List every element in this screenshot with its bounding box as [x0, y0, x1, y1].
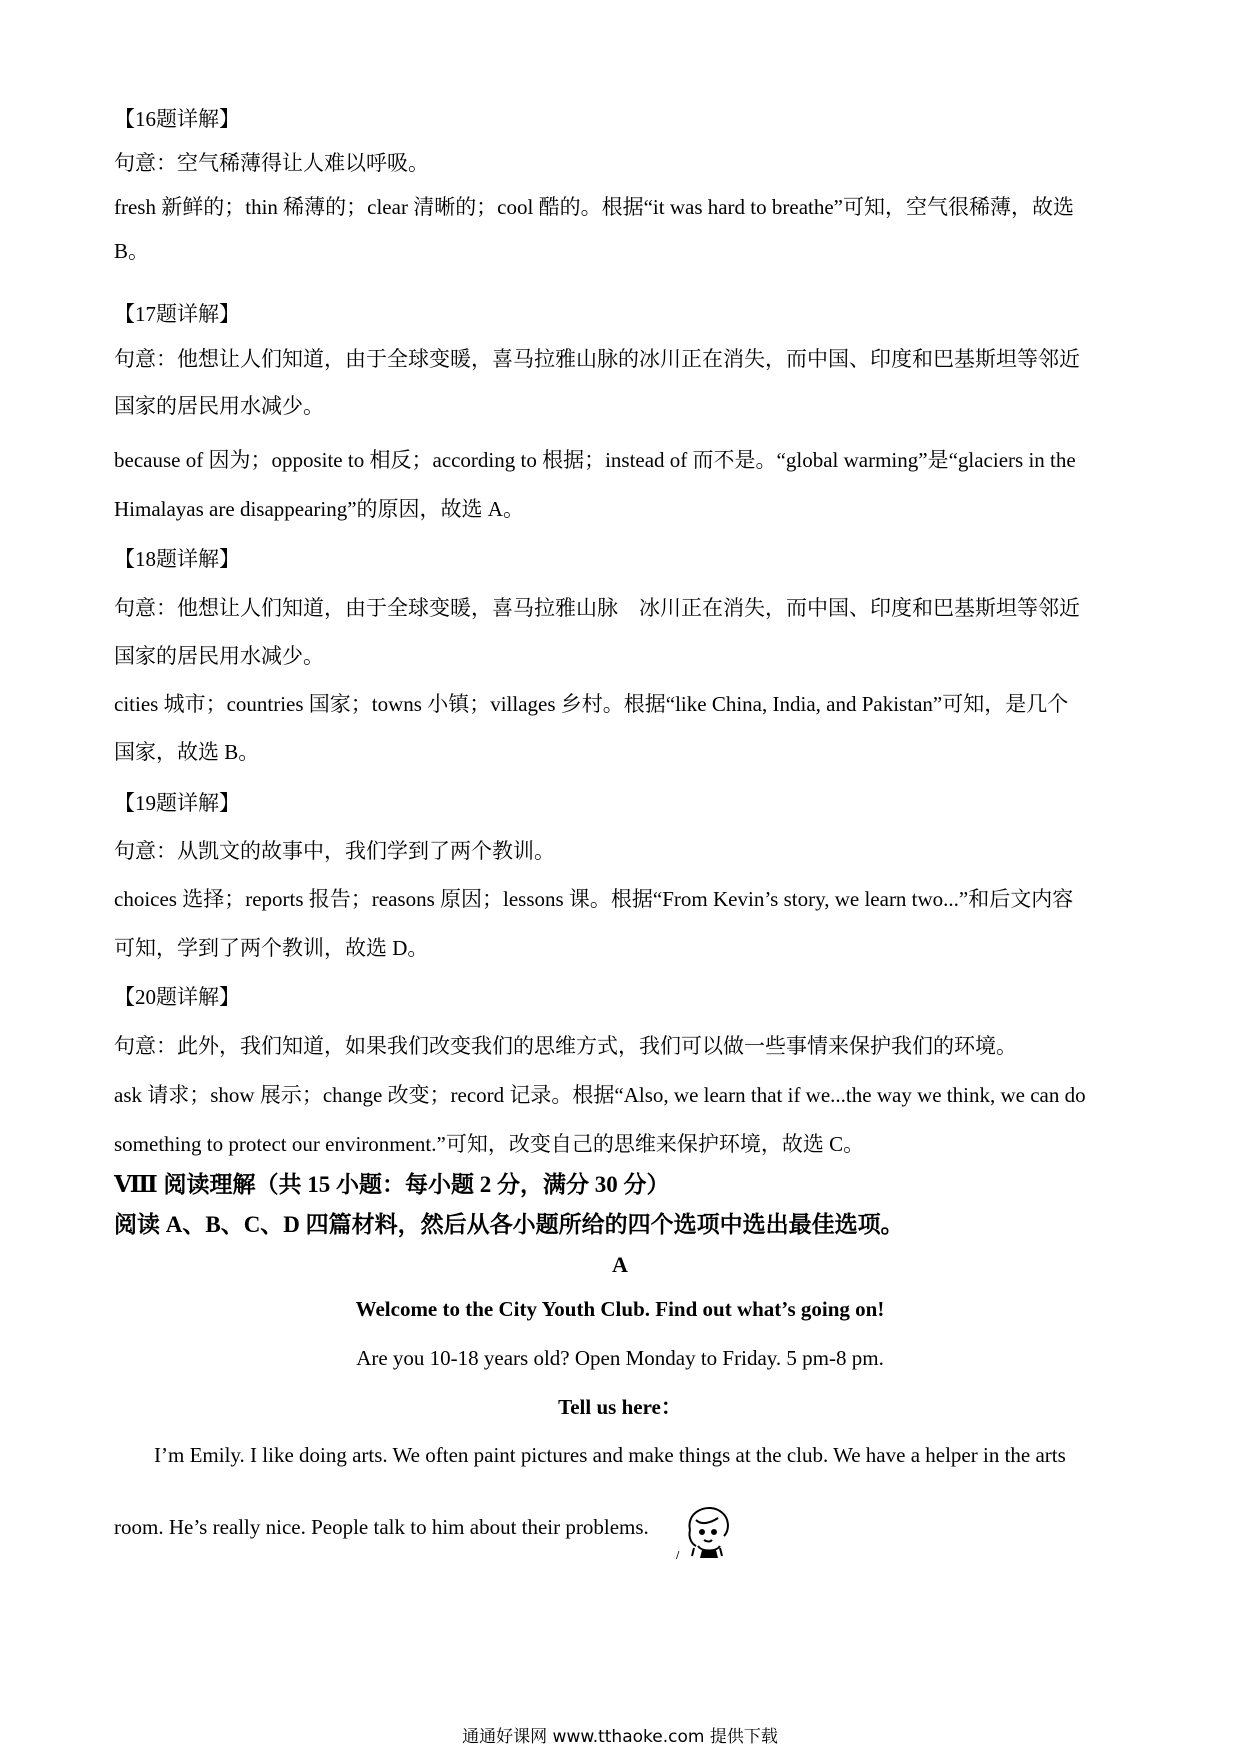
section-17-line-1: 句意：他想让人们知道，由于全球变暖，喜马拉雅山脉的冰川正在消失，而中国、印度和巴基斯坦等邻近: [114, 347, 1080, 371]
section-18-line-3: cities 城市；countries 国家；towns 小镇；villages 乡村。根据“like China, India, and Pakistan”可知，是几个: [114, 692, 1069, 716]
passage-paragraph-line-1: I’m Emily. I like doing arts. We often paint pictures and make things at the club. We have a helper in the arts: [154, 1443, 1066, 1467]
section-17-heading: 【17题详解】: [114, 302, 240, 326]
section-16-line-2: fresh 新鲜的；thin 稀薄的；clear 清晰的；cool 酷的。根据“it was hard to breathe”可知，空气很稀薄，故选: [114, 195, 1074, 219]
page-footer: 通通好课网 www.tthaoke.com 提供下载: [462, 1727, 778, 1747]
girl-face-icon: [672, 1500, 742, 1560]
passage-subtitle: Are you 10-18 years old? Open Monday to Friday. 5 pm-8 pm.: [356, 1346, 884, 1370]
section-20-heading: 【20题详解】: [114, 985, 240, 1009]
section-19-heading: 【19题详解】: [114, 791, 240, 815]
section-20-line-1: 句意：此外，我们知道，如果我们改变我们的思维方式，我们可以做一些事情来保护我们的环境。: [114, 1034, 1017, 1058]
section-19-line-1: 句意：从凯文的故事中，我们学到了两个教训。: [114, 839, 555, 863]
passage-tell-us: Tell us here：: [558, 1395, 682, 1419]
passage-paragraph-line-2: room. He’s really nice. People talk to him about their problems.: [114, 1515, 649, 1539]
section-18-line-1: 句意：他想让人们知道，由于全球变暖，喜马拉雅山脉 冰川正在消失，而中国、印度和巴基斯坦等邻近: [114, 596, 1080, 620]
section-17-line-4: Himalayas are disappearing”的原因，故选 A。: [114, 497, 524, 521]
section-17-line-3: because of 因为；opposite to 相反；according to 根据；instead of 而不是。“global warming”是“glaciers in the: [114, 448, 1076, 472]
section-17-line-2: 国家的居民用水减少。: [114, 394, 324, 418]
section-18-line-2: 国家的居民用水减少。: [114, 644, 324, 668]
section-16-line-3: B。: [114, 239, 150, 263]
section-18-heading: 【18题详解】: [114, 547, 240, 571]
passage-title: Welcome to the City Youth Club. Find out what’s going on!: [355, 1297, 885, 1321]
section-20-line-2: ask 请求；show 展示；change 改变；record 记录。根据“Also, we learn that if we...the way we think, we can do: [114, 1083, 1086, 1107]
section-19-line-2: choices 选择；reports 报告；reasons 原因；lessons 课。根据“From Kevin’s story, we learn two...”和后文内容: [114, 887, 1074, 911]
section-20-line-3: something to protect our environment.”可知，改变自己的思维来保护环境，故选 C。: [114, 1132, 865, 1156]
section-18-line-4: 国家，故选 B。: [114, 740, 260, 764]
section-19-line-3: 可知，学到了两个教训，故选 D。: [114, 936, 429, 960]
part-instruction: 阅读 A、B、C、D 四篇材料，然后从各小题所给的四个选项中选出最佳选项。: [114, 1212, 904, 1237]
section-16-heading: 【16题详解】: [114, 107, 240, 131]
svg-text:/: /: [676, 1550, 680, 1560]
passage-label: A: [612, 1252, 628, 1277]
section-16-line-1: 句意：空气稀薄得让人难以呼吸。: [114, 151, 429, 175]
part-heading: Ⅷ 阅读理解（共 15 小题：每小题 2 分，满分 30 分）: [114, 1172, 670, 1197]
